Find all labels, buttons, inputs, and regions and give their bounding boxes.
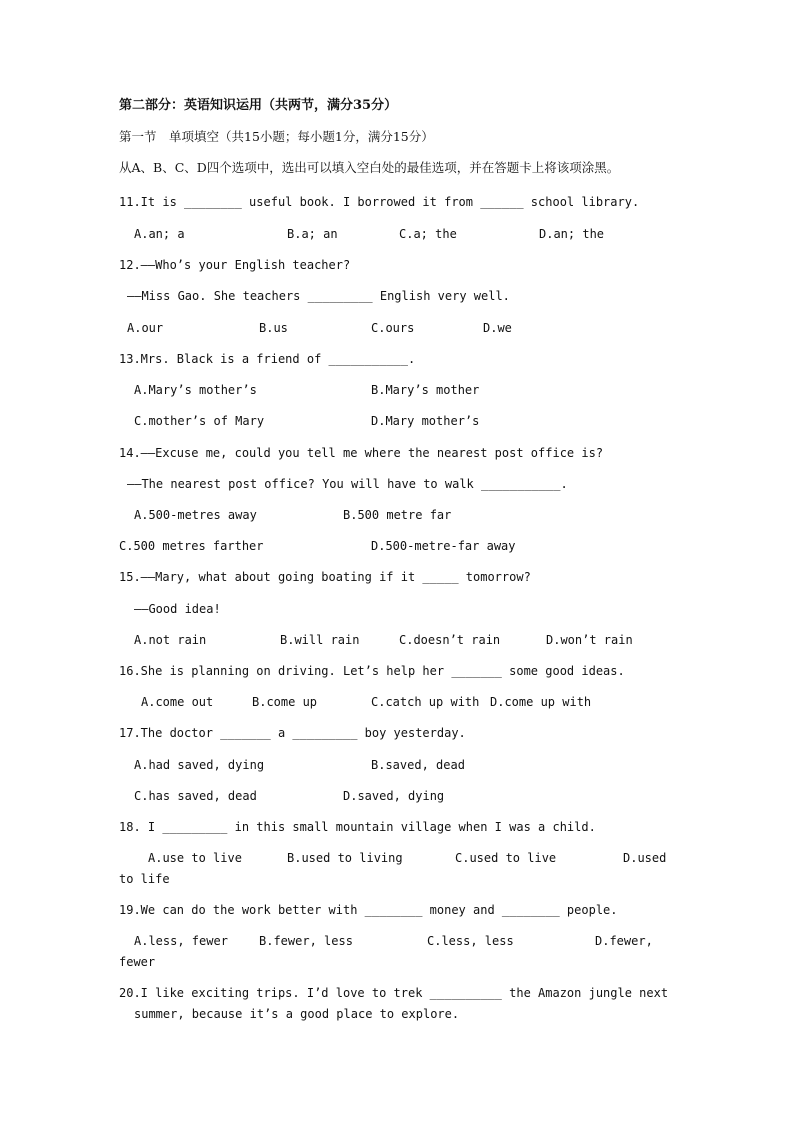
q18-option-c: C.used to live (455, 851, 557, 865)
q15-option-d: D.won’t rain (546, 633, 633, 647)
q14-option-b: B.500 metre far (343, 508, 452, 522)
q13-option-d: D.Mary mother’s (371, 414, 480, 428)
question-13-stem: 13.Mrs. Black is a friend of ___________. (119, 352, 416, 366)
q12-option-c: C.ours (371, 321, 415, 335)
q14-option-a: A.500-metres away (134, 508, 257, 522)
question-11-stem: 11.It is ________ useful book. I borrowed it from ______ school library. (119, 195, 640, 209)
q13-option-c: C.mother’s of Mary (134, 414, 265, 428)
q16-option-b: B.come up (252, 695, 318, 709)
q15-option-c: C.doesn’t rain (399, 633, 501, 647)
q12-option-a: A.our (127, 321, 164, 335)
q12-option-b: B.us (259, 321, 288, 335)
question-14-response: ——The nearest post office? You will have to walk ___________. (127, 477, 568, 491)
q11-option-c: C.a; the (399, 227, 457, 241)
q16-option-c: C.catch up with (371, 695, 480, 709)
q13-option-a: A.Mary’s mother’s (134, 383, 257, 397)
q19-option-a: A.less, fewer (134, 934, 228, 948)
q14-option-d: D.500-metre-far away (371, 539, 516, 553)
part-title: 第二部分：英语知识运用（共两节，满分35分） (119, 98, 398, 113)
q17-option-a: A.had saved, dying (134, 758, 265, 772)
q19-option-b: B.fewer, less (259, 934, 353, 948)
q11-option-d: D.an; the (539, 227, 605, 241)
q18-option-b: B.used to living (287, 851, 403, 865)
question-15-response: ——Good idea! (134, 602, 221, 616)
question-18-stem: 18. I _________ in this small mountain village when I was a child. (119, 820, 596, 834)
question-16-stem: 16.She is planning on driving. Let’s help her _______ some good ideas. (119, 664, 625, 678)
question-20-stem: 20.I like exciting trips. I’d love to trek __________ the Amazon jungle next (119, 986, 669, 1000)
q15-option-b: B.will rain (280, 633, 360, 647)
q17-option-d: D.saved, dying (343, 789, 445, 803)
section-title: 第一节 单项填空（共15小题；每小题1分，满分15分） (119, 129, 434, 144)
q16-option-a: A.come out (141, 695, 214, 709)
q11-option-a: A.an; a (134, 227, 185, 241)
q18-option-a: A.use to live (148, 851, 242, 865)
q12-option-d: D.we (483, 321, 512, 335)
question-15-stem: 15.——Mary, what about going boating if it _____ tomorrow? (119, 570, 531, 584)
q13-option-b: B.Mary’s mother (371, 383, 480, 397)
q17-option-c: C.has saved, dead (134, 789, 257, 803)
question-12-stem: 12.——Who’s your English teacher? (119, 258, 351, 272)
instruction: 从A、B、C、D四个选项中，选出可以填入空白处的最佳选项，并在答题卡上将该项涂黑。 (119, 160, 620, 175)
question-14-stem: 14.——Excuse me, could you tell me where the nearest post office is? (119, 446, 604, 460)
q15-option-a: A.not rain (134, 633, 207, 647)
q18-option-d: D.used (623, 851, 667, 865)
q17-option-b: B.saved, dead (371, 758, 465, 772)
q18-option-d-wrap: to life (119, 872, 170, 886)
question-19-stem: 19.We can do the work better with ________ money and ________ people. (119, 903, 618, 917)
q19-option-d: D.fewer, (595, 934, 653, 948)
q11-option-b: B.a; an (287, 227, 338, 241)
q16-option-d: D.come up with (490, 695, 592, 709)
question-17-stem: 17.The doctor _______ a _________ boy yesterday. (119, 726, 466, 740)
q14-option-c: C.500 metres farther (119, 539, 264, 553)
q19-option-d-wrap: fewer (119, 955, 156, 969)
q19-option-c: C.less, less (427, 934, 514, 948)
question-12-response: ——Miss Gao. She teachers _________ English very well. (127, 289, 510, 303)
question-20-stem-continued: summer, because it’s a good place to explore. (134, 1007, 460, 1021)
